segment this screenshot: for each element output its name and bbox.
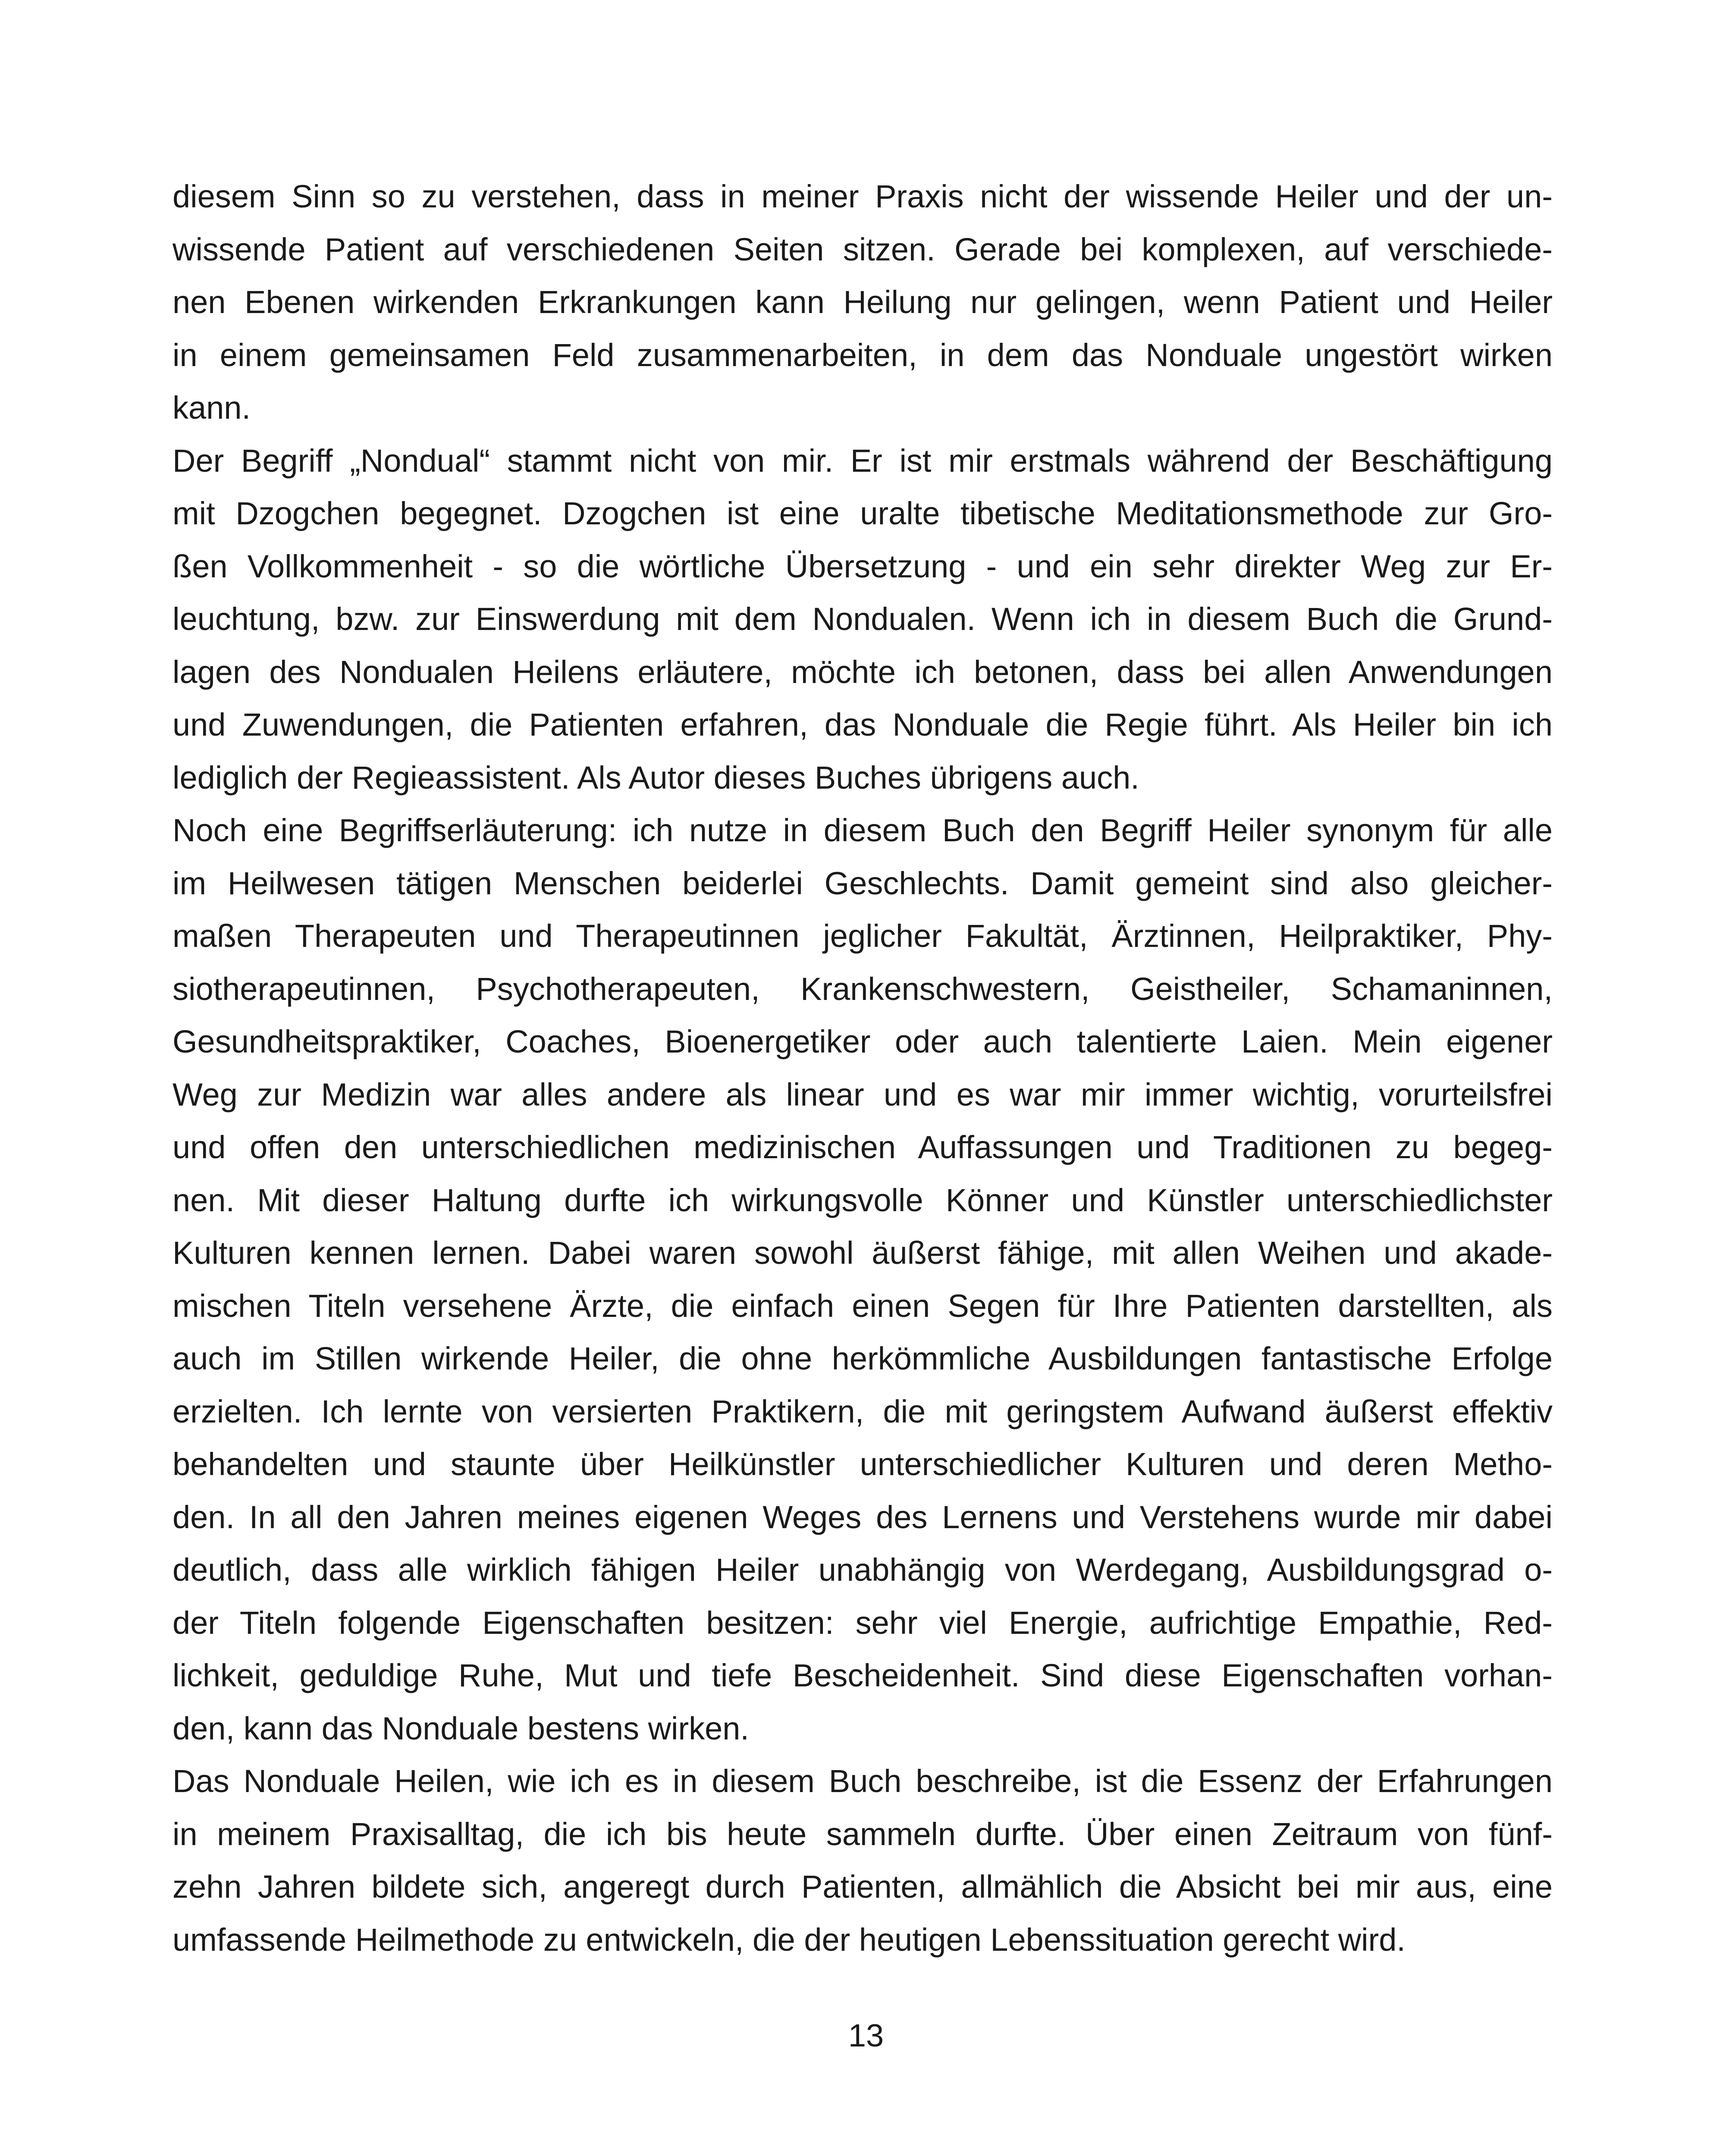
text-line: im Heilwesen tätigen Menschen beiderlei Geschlechts. Damit gemeint sind also gleicher- — [173, 865, 1553, 901]
body-text — [173, 170, 1553, 1966]
text-line: Der Begriff „Nondual“ stammt nicht von mir. Er ist mir erstmals während der Beschäftigung — [173, 442, 1553, 479]
text-line: nen. Mit dieser Haltung durfte ich wirkungsvolle Könner und Künstler unterschiedlichster — [173, 1182, 1553, 1218]
text-line: Weg zur Medizin war alles andere als linear und es war mir immer wichtig, vorurteilsfrei — [173, 1076, 1553, 1112]
text-line: Gesundheitspraktiker, Coaches, Bioenergetiker oder auch talentierte Laien. Mein eigener — [173, 1024, 1553, 1059]
text-line: mischen Titeln versehene Ärzte, die einfach einen Segen für Ihre Patienten darstellten, als — [173, 1288, 1553, 1324]
text-line: Kulturen kennen lernen. Dabei waren sowohl äußerst fähige, mit allen Weihen und akade- — [173, 1235, 1553, 1271]
text-line: nen Ebenen wirkenden Erkrankungen kann Heilung nur gelingen, wenn Patient und Heiler — [173, 284, 1553, 320]
text-line: leuchtung, bzw. zur Einswerdung mit dem Nondualen. Wenn ich in diesem Buch die Grund- — [173, 601, 1553, 637]
text-line: den, kann das Nonduale bestens wirken. — [173, 1710, 749, 1746]
text-line: erzielten. Ich lernte von versierten Praktikern, die mit geringstem Aufwand äußerst effektiv — [173, 1393, 1553, 1429]
text-line: kann. — [173, 390, 251, 426]
text-line: umfassende Heilmethode zu entwickeln, die der heutigen Lebenssituation gerecht wird. — [173, 1921, 1406, 1958]
text-line: lagen des Nondualen Heilens erläutere, möchte ich betonen, dass bei allen Anwendungen — [173, 654, 1553, 690]
text-line: Das Nonduale Heilen, wie ich es in diesem Buch beschreibe, ist die Essenz der Erfahrungen — [173, 1763, 1553, 1799]
text-line: in meinem Praxisalltag, die ich bis heute sammeln durfte. Über einen Zeitraum von fünf- — [173, 1816, 1553, 1852]
text-line: behandelten und staunte über Heilkünstler unterschiedlicher Kulturen und deren Metho- — [173, 1446, 1553, 1482]
text-line: der Titeln folgende Eigenschaften besitzen: sehr viel Energie, aufrichtige Empathie, Red- — [173, 1604, 1553, 1641]
text-line: diesem Sinn so zu verstehen, dass in meiner Praxis nicht der wissende Heiler und der un- — [173, 179, 1553, 214]
text-line: deutlich, dass alle wirklich fähigen Heiler unabhängig von Werdegang, Ausbildungsgrad o- — [173, 1552, 1553, 1588]
text-line: zehn Jahren bildete sich, angeregt durch Patienten, allmählich die Absicht bei mir aus, eine — [173, 1869, 1553, 1905]
text-line: auch im Stillen wirkende Heiler, die ohne herkömmliche Ausbildungen fantastische Erfolge — [173, 1341, 1553, 1376]
text-line: lediglich der Regieassistent. Als Autor dieses Buches übrigens auch. — [173, 759, 1139, 796]
text-line: siotherapeutinnen, Psychotherapeuten, Krankenschwestern, Geistheiler, Schamaninnen, — [173, 971, 1553, 1007]
text-line: und Zuwendungen, die Patienten erfahren, das Nonduale die Regie führt. Als Heiler bin ich — [173, 707, 1553, 743]
text-line: den. In all den Jahren meines eigenen Weges des Lernens und Verstehens wurde mir dabei — [173, 1499, 1553, 1535]
text-line: maßen Therapeuten und Therapeutinnen jeglicher Fakultät, Ärztinnen, Heilpraktiker, Phy- — [173, 918, 1553, 954]
text-line: in einem gemeinsamen Feld zusammenarbeiten, in dem das Nonduale ungestört wirken — [173, 337, 1553, 373]
text-line: und offen den unterschiedlichen medizinischen Auffassungen und Traditionen zu begeg- — [173, 1129, 1553, 1165]
text-line: mit Dzogchen begegnet. Dzogchen ist eine uralte tibetische Meditationsmethode zur Gro- — [173, 495, 1553, 531]
text-line: lichkeit, geduldige Ruhe, Mut und tiefe Bescheidenheit. Sind diese Eigenschaften vorhan- — [173, 1658, 1553, 1693]
text-line: Noch eine Begriffserläuterung: ich nutze in diesem Buch den Begriff Heiler synonym für alle — [173, 812, 1553, 848]
text-line: ßen Vollkommenheit - so die wörtliche Übersetzung - und ein sehr direkter Weg zur Er- — [173, 548, 1553, 584]
text-line: wissende Patient auf verschiedenen Seiten sitzen. Gerade bei komplexen, auf verschiede- — [173, 231, 1553, 267]
page-number: 13 — [848, 2018, 884, 2053]
